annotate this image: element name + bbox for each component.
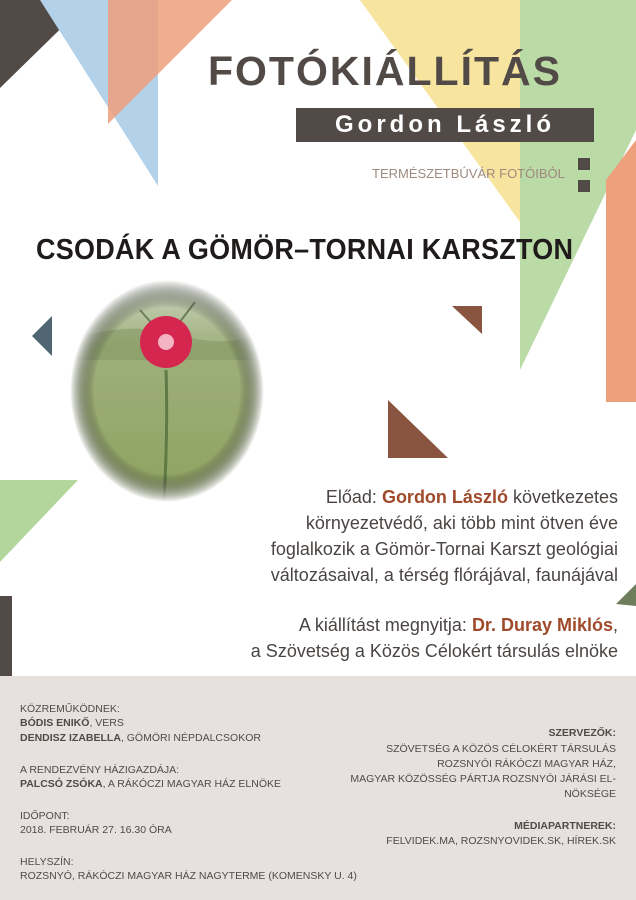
- venue-value: ROZSNYÓ, RÁKÓCZI MAGYAR HÁZ NAGYTERME (KOMENSKY U. 4): [20, 870, 357, 882]
- organizer-line: MAGYAR KÖZÖSSÉG PÁRTJA ROZSNYÓI JÁRÁSI EL-: [350, 773, 616, 785]
- speaker-line: Előad: Gordon László következetes: [325, 487, 618, 507]
- subtitle: TERMÉSZETBÚVÁR FOTÓIBÓL: [372, 166, 565, 181]
- contributors-title: KÖZREMŰKÖDNEK:: [20, 703, 120, 715]
- main-title: FOTÓKIÁLLÍTÁS: [208, 48, 562, 94]
- venue-title: HELYSZÍN:: [20, 856, 74, 868]
- flower-photo: [70, 280, 265, 502]
- opening-line: A kiállítást megnyitja: Dr. Duray Miklós,: [298, 615, 618, 635]
- description-line: környezetvédő, aki több mint ötven éve: [305, 513, 618, 533]
- description-line: foglalkozik a Gömör-Tornai Karszt geológiai: [270, 539, 618, 559]
- decor-square: [578, 158, 590, 170]
- time-title: IDŐPONT:: [20, 810, 70, 822]
- time-value: 2018. FEBRUÁR 27. 16.30 ÓRA: [20, 824, 172, 836]
- media-title: MÉDIAPARTNEREK:: [514, 820, 616, 832]
- green-right-triangle: [616, 584, 636, 606]
- brown-small-triangle: [452, 306, 482, 334]
- host-title: A RENDEZVÉNY HÁZIGAZDÁJA:: [20, 764, 180, 776]
- speaker-name: Gordon László: [381, 487, 508, 507]
- organizer-line: NÖKSÉGE: [564, 788, 616, 800]
- brown-triangle: [388, 400, 448, 458]
- headline: CSODÁK A GÖMÖR–TORNAI KARSZTON: [36, 234, 574, 266]
- organizers-title: SZERVEZŐK:: [548, 727, 616, 739]
- green-left-triangle: [0, 480, 78, 562]
- salmon-right-triangle: [606, 140, 636, 402]
- media-value: FELVIDEK.MA, ROZSNYOVIDEK.SK, HÍREK.SK: [386, 835, 616, 847]
- author-band: Gordon László: [296, 108, 594, 142]
- organizer-line: ROZSNYÓI RÁKÓCZI MAGYAR HÁZ,: [437, 758, 616, 770]
- slate-left-triangle: [32, 316, 52, 356]
- decor-square: [578, 180, 590, 192]
- opener-name: Dr. Duray Miklós: [471, 615, 613, 635]
- organizer-line: SZÖVETSÉG A KÖZÖS CÉLOKÉRT TÁRSULÁS: [386, 743, 616, 755]
- opening-role: a Szövetség a Közös Célokért társulás elnöke: [250, 641, 618, 661]
- contributor: BÓDIS ENIKŐ, VERS: [20, 717, 124, 729]
- host: PALCSÓ ZSÓKA, A RÁKÓCZI MAGYAR HÁZ ELNÖKE: [20, 778, 282, 790]
- description-line: változásaival, a térség flórájával, faunájával: [270, 565, 618, 585]
- contributor: DENDISZ IZABELLA, GÖMÖRI NÉPDALCSOKOR: [20, 732, 261, 744]
